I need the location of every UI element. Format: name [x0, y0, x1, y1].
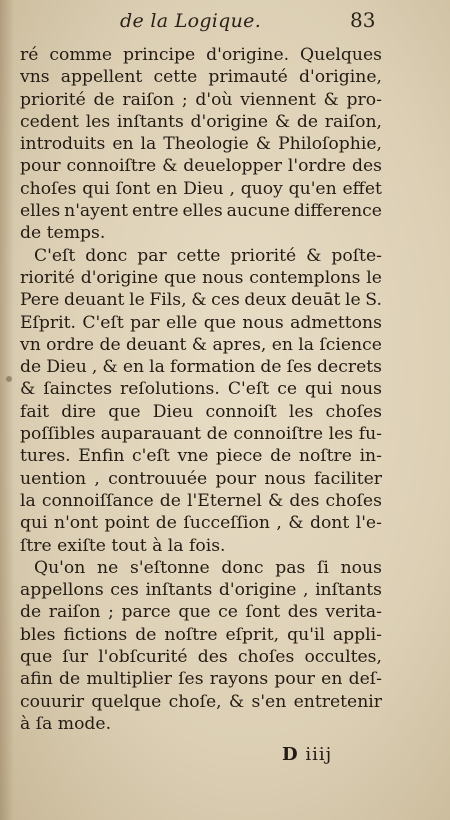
text-line: uention , controuuée pour nous faciliter: [20, 468, 382, 489]
text-line: couurir quelque choſe, & s'en entretenir: [20, 691, 382, 712]
signature-mark: [282, 744, 332, 765]
text-line: ré comme principe d'origine. Quelques: [20, 45, 382, 65]
paragraph: [20, 557, 382, 735]
text-line: Pere deuant le Fils, & ces deux deuāt le S.: [20, 290, 382, 311]
text-line: afin de multiplier ſes rayons pour en deſ-: [20, 669, 382, 690]
text-line: de raiſon ; parce que ce ſont des verita-: [20, 602, 382, 623]
text-line: poſſibles auparauant de connoiſtre les fu-: [20, 424, 382, 445]
paragraph: [20, 44, 382, 245]
text-line: tures. Enfin c'eſt vne piece de noſtre in-: [20, 446, 382, 467]
text-line: bles fictions de noſtre eſprit, qu'il appli-: [20, 624, 382, 645]
text-line: priorité de raiſon ; d'où viennent & pro-: [20, 89, 382, 110]
text-line: de Dieu , & en la formation de ſes decrets: [20, 357, 382, 378]
text-line: introduits en la Theologie & Philoſophie,: [20, 134, 382, 155]
text-line: riorité d'origine que nous contemplons le: [20, 267, 382, 288]
paragraph: [20, 245, 382, 557]
running-head: [0, 6, 450, 40]
text-line: & ſainctes reſolutions. C'eſt ce qui nous: [20, 379, 382, 400]
text-line: cedent les inſtants d'origine & de raiſon,: [20, 111, 382, 132]
text-line: vn ordre de deuant & apres, en la ſcience: [20, 334, 382, 355]
paper-stain: [6, 376, 12, 382]
text-line: ſtre exiſte tout à la fois.: [20, 535, 226, 556]
text-line: la connoiſſance de l'Eternel & des choſes: [20, 490, 382, 511]
text-line: choſes qui ſont en Dieu , quoy qu'en effet: [20, 178, 382, 199]
text-line: Qu'on ne s'eſtonne donc pas ſi nous: [34, 557, 382, 578]
body-text: [20, 44, 382, 735]
text-line: pour connoiſtre & deuelopper l'ordre des: [20, 156, 382, 177]
text-line: vns appellent cette primauté d'origine,: [20, 67, 382, 88]
text-line: de temps.: [20, 223, 106, 244]
signature-letter: D: [282, 744, 299, 765]
signature-number: iiij: [305, 744, 333, 765]
text-line: appellons ces inſtants d'origine , inſtants: [20, 580, 382, 601]
text-line: à ſa mode.: [20, 713, 112, 734]
running-head-title: de la Logique.: [120, 10, 262, 32]
text-line: que ſur l'obſcurité des choſes occultes,: [20, 647, 382, 668]
text-line: elles n'ayent entre elles aucune difference: [20, 201, 382, 222]
text-line: fait dire que Dieu connoiſt les choſes: [20, 401, 382, 422]
page-number: 83: [350, 8, 376, 32]
text-line: Eſprit. C'eſt par elle que nous admettons: [20, 312, 382, 333]
text-line: C'eſt donc par cette priorité & poſte-: [34, 245, 382, 266]
text-line: qui n'ont point de ſucceſſion , & dont l'e-: [20, 513, 382, 534]
